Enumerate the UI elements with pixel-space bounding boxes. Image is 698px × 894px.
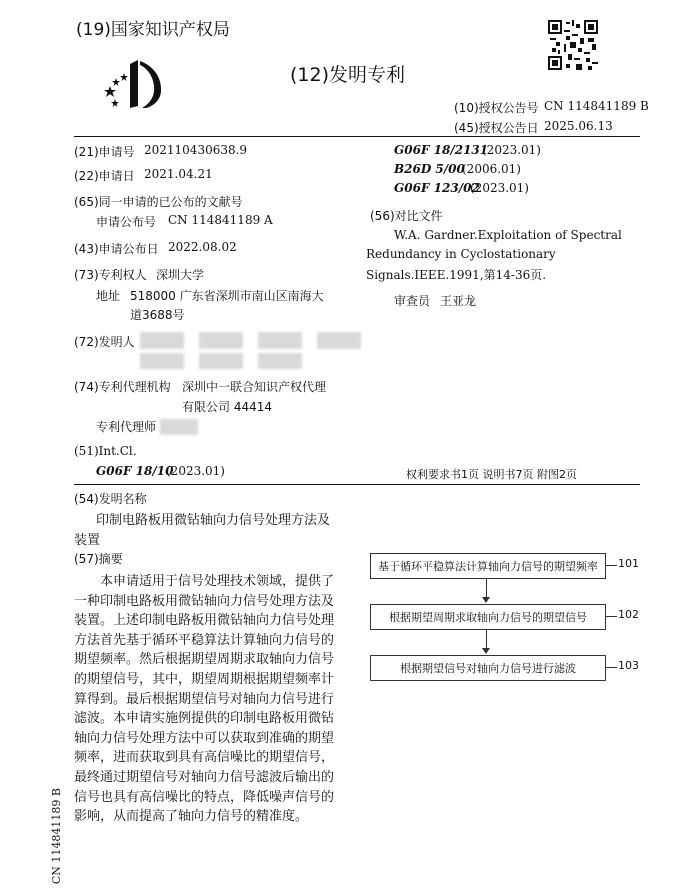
qr-code-icon — [548, 20, 598, 70]
flow-ref-2: 102 — [618, 608, 639, 621]
address-line2: 道3688号 — [130, 308, 185, 322]
title-line2: 装置 — [74, 533, 101, 548]
intcl-code: G06F 18/10 — [96, 464, 174, 478]
app-date-label: (22)申请日 — [74, 169, 135, 183]
title-label: (54)发明名称 — [74, 492, 147, 506]
inventor-names-redacted — [140, 330, 361, 349]
abstract-label: (57)摘要 — [74, 552, 123, 566]
prior-pub-label: (65)同一申请的已公布的文献号 — [74, 195, 243, 209]
pages-info: 权利要求书1页 说明书7页 附图2页 — [406, 468, 577, 481]
flow-leader-2 — [605, 616, 617, 617]
cls-year-2: (2006.01) — [462, 162, 521, 176]
flow-step-3 — [370, 655, 606, 681]
ref-line3: Signals.IEEE.1991,第14-36页. — [366, 268, 547, 282]
app-no-label: (21)申请号 — [74, 145, 135, 159]
flow-leader-3 — [605, 667, 617, 668]
abstract-text: 本申请适用于信号处理技术领域，提供了一种印制电路板用微钻轴向力信号处理方法及装置。上述印制电路板用微钻轴向力信号处理方法首先基于循环平稳算法计算轴向力信号的期望频率。然后根据期望周期求取轴向力信号的期望信号，其中，期望周期根据期望频率计算得到。最后根据期望信号对轴向力信号进行滤波。本申请实施例提供的印制电路板用微钻轴向力信号处理方法中可以获取到准确的期望频率，进而获取到具有高信噪比的期望信号，最终通过期望信号对轴向力信号滤波后输出的信号也具有高信噪比的特点，降低噪声信号的影响，从而提高了轴向力信号的精准度。 — [74, 574, 335, 825]
flow-step-3-text: 根据期望信号对轴向力信号进行滤波 — [400, 662, 576, 675]
patentee-label: (73)专利权人 — [74, 268, 147, 282]
cls-code-2: B26D 5/00 — [394, 162, 465, 176]
header-divider — [74, 136, 640, 137]
prior-pub-sub-label: 申请公布号 — [96, 215, 157, 229]
flow-leader-1 — [605, 565, 617, 566]
refs-label: (56)对比文件 — [370, 209, 443, 223]
pub-app-date: 2022.08.02 — [168, 240, 237, 254]
cls-code-1: G06F 18/2131 — [394, 143, 489, 157]
address-line1: 518000 广东省深圳市南山区南海大 — [130, 289, 324, 303]
ref-line1: W.A. Gardner.Exploitation of Spectral — [394, 228, 622, 242]
prior-pub-no: CN 114841189 A — [168, 213, 273, 227]
agent-label: 专利代理师 — [96, 420, 157, 434]
grant-number-label: (10)授权公告号 — [454, 101, 539, 115]
ref-line2: Redundancy in Cyclostationary — [366, 247, 556, 261]
inventor-names-redacted-row2 — [140, 350, 302, 369]
address-label: 地址 — [96, 289, 121, 303]
grant-number: CN 114841189 B — [544, 99, 649, 113]
app-no: 202110430638.9 — [144, 143, 248, 157]
side-publication-number: CN 114841189 B — [50, 788, 63, 885]
document-type: (12)发明专利 — [290, 64, 406, 86]
flow-ref-1: 101 — [618, 557, 639, 570]
flow-arrow-1 — [486, 578, 487, 598]
intcl-year: (2023.01) — [166, 464, 225, 478]
inventor-label: (72)发明人 — [74, 335, 135, 349]
office-name: (19)国家知识产权局 — [76, 20, 230, 40]
body-divider — [74, 484, 640, 485]
flow-step-1-text: 基于循环平稳算法计算轴向力信号的期望频率 — [378, 560, 598, 573]
agent-name-redacted — [160, 419, 198, 435]
flow-step-2 — [370, 604, 606, 630]
flow-arrowhead-2 — [482, 648, 490, 654]
agency-label: (74)专利代理机构 — [74, 380, 171, 394]
patentee: 深圳大学 — [156, 268, 205, 282]
grant-date-label: (45)授权公告日 — [454, 121, 539, 135]
pub-app-date-label: (43)申请公布日 — [74, 242, 159, 256]
flow-step-2-text: 根据期望周期求取轴向力信号的期望信号 — [389, 611, 587, 624]
app-date: 2021.04.21 — [144, 167, 213, 181]
cls-year-3: (2023.01) — [470, 181, 529, 195]
grant-date: 2025.06.13 — [544, 119, 613, 133]
cls-year-1: (2023.01) — [482, 143, 541, 157]
flow-step-1 — [370, 553, 606, 579]
flow-arrowhead-1 — [482, 597, 490, 603]
cnipa-logo-icon — [104, 58, 164, 110]
flow-ref-3: 103 — [618, 659, 639, 672]
examiner: 王亚龙 — [440, 294, 477, 308]
agency-line1: 深圳中一联合知识产权代理 — [182, 380, 327, 394]
examiner-label: 审查员 — [394, 294, 431, 308]
agency-line2: 有限公司 44414 — [182, 400, 272, 414]
title-line1: 印制电路板用微钻轴向力信号处理方法及 — [96, 513, 331, 528]
cls-code-3: G06F 123/02 — [394, 181, 480, 195]
flow-arrow-2 — [486, 629, 487, 649]
intcl-label: (51)Int.Cl. — [74, 444, 137, 458]
